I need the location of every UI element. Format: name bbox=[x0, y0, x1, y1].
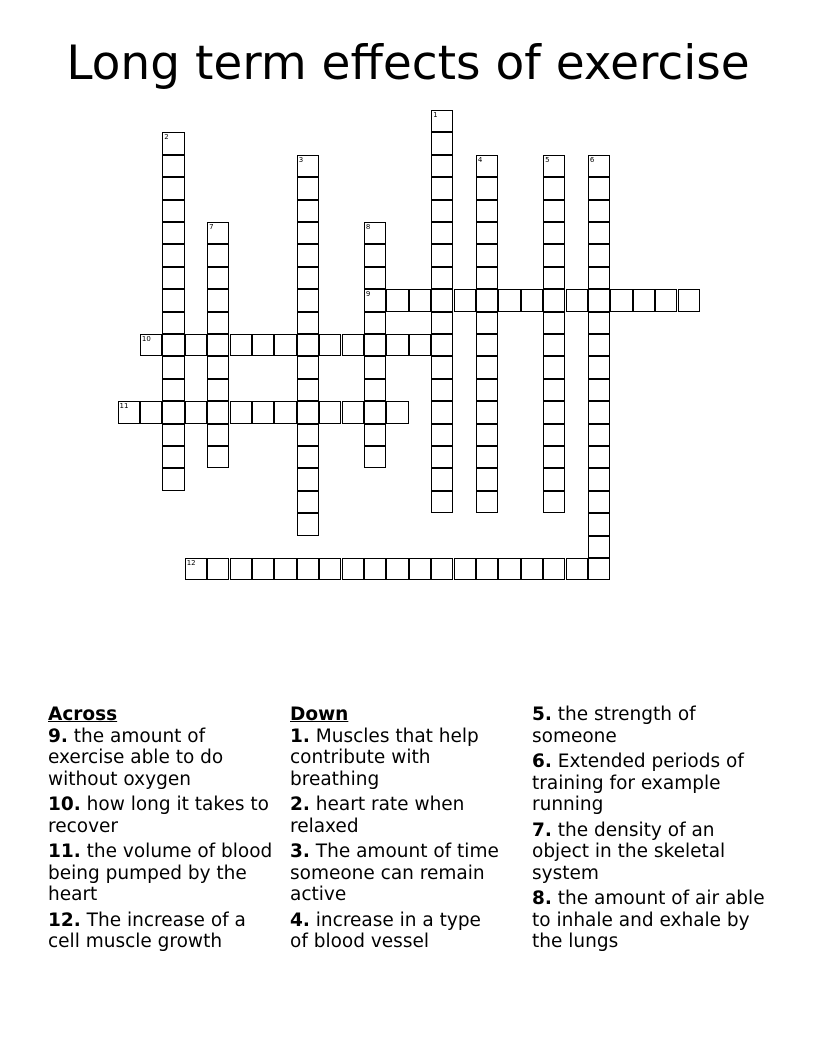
grid-cell[interactable] bbox=[431, 468, 453, 490]
grid-cell[interactable] bbox=[162, 424, 184, 446]
grid-cell[interactable] bbox=[431, 177, 453, 199]
grid-cell[interactable] bbox=[431, 289, 453, 311]
grid-cell[interactable] bbox=[297, 289, 319, 311]
clue-number: 9. bbox=[48, 725, 68, 747]
grid-cell[interactable] bbox=[230, 558, 252, 580]
grid-cell[interactable] bbox=[230, 401, 252, 423]
grid-cell[interactable] bbox=[588, 468, 610, 490]
grid-cell[interactable] bbox=[297, 222, 319, 244]
grid-cell[interactable] bbox=[431, 132, 453, 154]
clue-across-12 bbox=[48, 910, 280, 953]
grid-cell[interactable] bbox=[118, 401, 140, 423]
grid-cell[interactable] bbox=[588, 312, 610, 334]
grid-cell[interactable] bbox=[431, 155, 453, 177]
grid-cell[interactable] bbox=[431, 379, 453, 401]
grid-cell[interactable] bbox=[162, 401, 184, 423]
clue-number-label: 10 bbox=[141, 335, 151, 343]
grid-cell[interactable] bbox=[588, 513, 610, 535]
grid-cell[interactable] bbox=[521, 558, 543, 580]
grid-cell[interactable] bbox=[543, 200, 565, 222]
grid-cell[interactable] bbox=[543, 334, 565, 356]
grid-cell[interactable] bbox=[319, 558, 341, 580]
grid-cell[interactable] bbox=[454, 558, 476, 580]
grid-cell[interactable] bbox=[543, 155, 565, 177]
clue-number-label: 12 bbox=[186, 559, 196, 567]
grid-cell[interactable] bbox=[431, 334, 453, 356]
grid-cell[interactable] bbox=[588, 536, 610, 558]
grid-cell[interactable] bbox=[588, 558, 610, 580]
grid-cell[interactable] bbox=[342, 401, 364, 423]
grid-cell[interactable] bbox=[364, 356, 386, 378]
grid-cell[interactable] bbox=[274, 334, 296, 356]
grid-cell[interactable] bbox=[364, 424, 386, 446]
grid-cell[interactable] bbox=[207, 401, 229, 423]
grid-cell[interactable] bbox=[588, 334, 610, 356]
clue-number: 2. bbox=[290, 794, 310, 815]
grid-cell[interactable] bbox=[162, 312, 184, 334]
grid-cell[interactable] bbox=[454, 289, 476, 311]
grid-cell[interactable] bbox=[364, 267, 386, 289]
grid-cell[interactable] bbox=[207, 379, 229, 401]
grid-cell[interactable] bbox=[476, 424, 498, 446]
clue-number-label: 1 bbox=[433, 111, 438, 119]
grid-cell[interactable] bbox=[476, 244, 498, 266]
grid-cell[interactable] bbox=[162, 468, 184, 490]
grid-cell[interactable] bbox=[162, 267, 184, 289]
clue-down-3 bbox=[290, 841, 502, 906]
clue-number-label: 9 bbox=[365, 290, 371, 299]
grid-cell[interactable] bbox=[543, 468, 565, 490]
grid-cell[interactable] bbox=[364, 558, 386, 580]
grid-cell[interactable] bbox=[588, 446, 610, 468]
grid-cell[interactable] bbox=[185, 401, 207, 423]
grid-cell[interactable] bbox=[588, 289, 610, 311]
grid-cell[interactable] bbox=[543, 401, 565, 423]
grid-cell[interactable] bbox=[566, 558, 588, 580]
grid-cell[interactable] bbox=[319, 401, 341, 423]
clue-number-label: 4 bbox=[477, 155, 483, 164]
grid-cell[interactable] bbox=[230, 334, 252, 356]
grid-cell[interactable] bbox=[162, 334, 184, 356]
clue-number: 10. bbox=[48, 794, 81, 815]
grid-cell[interactable] bbox=[476, 289, 498, 311]
clue-down-4 bbox=[290, 910, 502, 953]
across-clues bbox=[48, 704, 280, 957]
grid-cell[interactable] bbox=[476, 356, 498, 378]
grid-cell[interactable] bbox=[431, 312, 453, 334]
grid-cell[interactable] bbox=[252, 558, 274, 580]
clue-number: 6. bbox=[532, 751, 552, 772]
grid-cell[interactable] bbox=[588, 267, 610, 289]
grid-cell[interactable] bbox=[252, 334, 274, 356]
grid-cell[interactable] bbox=[162, 446, 184, 468]
grid-cell[interactable] bbox=[185, 558, 207, 580]
grid-cell[interactable] bbox=[386, 289, 408, 311]
grid-cell[interactable] bbox=[588, 401, 610, 423]
grid-cell[interactable] bbox=[476, 312, 498, 334]
grid-cell[interactable] bbox=[543, 312, 565, 334]
grid-cell[interactable] bbox=[274, 401, 296, 423]
grid-cell[interactable] bbox=[431, 424, 453, 446]
clue-across-9 bbox=[48, 726, 280, 791]
grid-cell[interactable] bbox=[588, 491, 610, 513]
grid-cell[interactable] bbox=[297, 491, 319, 513]
grid-cell[interactable] bbox=[162, 177, 184, 199]
grid-cell[interactable] bbox=[476, 222, 498, 244]
grid-cell[interactable] bbox=[140, 334, 162, 356]
grid-cell[interactable] bbox=[207, 424, 229, 446]
clue-text: how long it takes to recover bbox=[48, 794, 269, 837]
grid-cell[interactable] bbox=[543, 289, 565, 311]
down-clues bbox=[290, 704, 502, 957]
grid-cell[interactable] bbox=[431, 200, 453, 222]
grid-cell[interactable] bbox=[476, 200, 498, 222]
grid-cell[interactable] bbox=[566, 289, 588, 311]
grid-cell[interactable] bbox=[207, 334, 229, 356]
grid-cell[interactable] bbox=[476, 177, 498, 199]
grid-cell[interactable] bbox=[207, 446, 229, 468]
clue-number-label: 8 bbox=[365, 223, 371, 231]
grid-cell[interactable] bbox=[207, 289, 229, 311]
clue-number: 12. bbox=[48, 909, 81, 931]
clue-number-label: 6 bbox=[589, 155, 595, 164]
clue-down-5 bbox=[532, 704, 768, 747]
grid-cell[interactable] bbox=[297, 155, 319, 177]
grid-cell[interactable] bbox=[207, 356, 229, 378]
clue-text: the amount of exercise able to do without oxygen bbox=[48, 725, 224, 790]
grid-cell[interactable] bbox=[207, 222, 229, 244]
grid-cell[interactable] bbox=[409, 289, 431, 311]
grid-cell[interactable] bbox=[386, 334, 408, 356]
clue-text: Extended periods of training for example running bbox=[532, 751, 744, 815]
across-heading: Across bbox=[48, 704, 118, 725]
clue-number: 11. bbox=[48, 841, 81, 862]
down-clues-continued bbox=[532, 704, 768, 957]
grid-cell[interactable] bbox=[297, 244, 319, 266]
grid-cell[interactable] bbox=[297, 379, 319, 401]
down-heading: Down bbox=[290, 704, 349, 725]
clue-down-7 bbox=[532, 820, 768, 885]
clue-number: 3. bbox=[290, 841, 310, 862]
clue-number: 4. bbox=[290, 909, 310, 931]
grid-cell[interactable] bbox=[431, 558, 453, 580]
grid-cell[interactable] bbox=[588, 177, 610, 199]
grid-cell[interactable] bbox=[297, 312, 319, 334]
grid-cell[interactable] bbox=[610, 289, 632, 311]
grid-cell[interactable] bbox=[297, 200, 319, 222]
grid-cell[interactable] bbox=[364, 379, 386, 401]
grid-cell[interactable] bbox=[364, 312, 386, 334]
grid-cell[interactable] bbox=[521, 289, 543, 311]
grid-cell[interactable] bbox=[386, 401, 408, 423]
grid-cell[interactable] bbox=[476, 446, 498, 468]
grid-cell[interactable] bbox=[207, 558, 229, 580]
grid-cell[interactable] bbox=[364, 222, 386, 244]
grid-cell[interactable] bbox=[588, 155, 610, 177]
grid-cell[interactable] bbox=[543, 244, 565, 266]
clue-number-label: 11 bbox=[119, 402, 129, 411]
grid-cell[interactable] bbox=[476, 491, 498, 513]
grid-cell[interactable] bbox=[431, 356, 453, 378]
clue-text: increase in a type of blood vessel bbox=[290, 909, 481, 952]
grid-cell[interactable] bbox=[431, 110, 453, 132]
grid-cell[interactable] bbox=[543, 491, 565, 513]
grid-cell[interactable] bbox=[476, 267, 498, 289]
clue-text: the density of an object in the skeletal system bbox=[532, 819, 726, 884]
clue-text: The increase of a cell muscle growth bbox=[48, 909, 246, 952]
grid-cell[interactable] bbox=[297, 401, 319, 423]
grid-cell[interactable] bbox=[297, 267, 319, 289]
grid-cell[interactable] bbox=[431, 244, 453, 266]
grid-cell[interactable] bbox=[364, 289, 386, 311]
grid-cell[interactable] bbox=[162, 155, 184, 177]
grid-cell[interactable] bbox=[297, 446, 319, 468]
grid-cell[interactable] bbox=[476, 379, 498, 401]
grid-cell[interactable] bbox=[431, 491, 453, 513]
grid-cell[interactable] bbox=[386, 558, 408, 580]
clue-number: 7. bbox=[532, 819, 552, 841]
grid-cell[interactable] bbox=[297, 513, 319, 535]
grid-cell[interactable] bbox=[364, 401, 386, 423]
grid-cell[interactable] bbox=[431, 446, 453, 468]
clue-number: 1. bbox=[290, 725, 310, 747]
clue-number-label: 7 bbox=[209, 223, 214, 231]
grid-cell[interactable] bbox=[543, 424, 565, 446]
clue-across-11 bbox=[48, 841, 280, 906]
grid-cell[interactable] bbox=[342, 334, 364, 356]
grid-cell[interactable] bbox=[207, 312, 229, 334]
clue-text: Muscles that help contribute with breathing bbox=[290, 725, 479, 790]
grid-cell[interactable] bbox=[297, 424, 319, 446]
grid-cell[interactable] bbox=[476, 155, 498, 177]
grid-cell[interactable] bbox=[342, 558, 364, 580]
clue-across-10 bbox=[48, 794, 280, 837]
grid-cell[interactable] bbox=[588, 424, 610, 446]
clue-number-label: 2 bbox=[164, 133, 169, 142]
grid-cell[interactable] bbox=[297, 356, 319, 378]
grid-cell[interactable] bbox=[162, 222, 184, 244]
clue-down-6 bbox=[532, 751, 768, 816]
clue-text: the volume of blood being pumped by the heart bbox=[48, 841, 273, 905]
grid-cell[interactable] bbox=[297, 177, 319, 199]
grid-cell[interactable] bbox=[364, 334, 386, 356]
grid-cell[interactable] bbox=[162, 356, 184, 378]
grid-cell[interactable] bbox=[431, 222, 453, 244]
grid-cell[interactable] bbox=[588, 244, 610, 266]
clue-text: the strength of someone bbox=[532, 704, 696, 747]
grid-cell[interactable] bbox=[588, 356, 610, 378]
grid-cell[interactable] bbox=[588, 200, 610, 222]
grid-cell[interactable] bbox=[431, 267, 453, 289]
grid-cell[interactable] bbox=[476, 558, 498, 580]
grid-cell[interactable] bbox=[162, 132, 184, 154]
grid-cell[interactable] bbox=[678, 289, 700, 311]
grid-cell[interactable] bbox=[543, 356, 565, 378]
grid-cell[interactable] bbox=[498, 289, 520, 311]
grid-cell[interactable] bbox=[162, 289, 184, 311]
grid-cell[interactable] bbox=[364, 446, 386, 468]
puzzle-title: Long term effects of exercise bbox=[66, 36, 750, 91]
clue-down-2 bbox=[290, 794, 502, 837]
grid-cell[interactable] bbox=[162, 200, 184, 222]
grid-cell[interactable] bbox=[319, 334, 341, 356]
grid-cell[interactable] bbox=[588, 222, 610, 244]
grid-cell[interactable] bbox=[162, 244, 184, 266]
grid-cell[interactable] bbox=[297, 334, 319, 356]
clue-number: 5. bbox=[532, 704, 552, 725]
clue-text: the amount of air able to inhale and exhale by the lungs bbox=[532, 888, 765, 952]
grid-cell[interactable] bbox=[543, 222, 565, 244]
grid-cell[interactable] bbox=[588, 379, 610, 401]
grid-cell[interactable] bbox=[543, 177, 565, 199]
clue-down-1 bbox=[290, 726, 502, 791]
clue-down-8 bbox=[532, 888, 768, 953]
clue-number-label: 3 bbox=[298, 155, 304, 164]
grid-cell[interactable] bbox=[543, 446, 565, 468]
grid-cell[interactable] bbox=[207, 244, 229, 266]
grid-cell[interactable] bbox=[364, 244, 386, 266]
grid-cell[interactable] bbox=[476, 401, 498, 423]
grid-cell[interactable] bbox=[543, 558, 565, 580]
grid-cell[interactable] bbox=[543, 379, 565, 401]
grid-cell[interactable] bbox=[409, 334, 431, 356]
clue-text: The amount of time someone can remain active bbox=[290, 841, 499, 905]
grid-cell[interactable] bbox=[297, 468, 319, 490]
grid-cell[interactable] bbox=[476, 468, 498, 490]
grid-cell[interactable] bbox=[476, 334, 498, 356]
grid-cell[interactable] bbox=[543, 267, 565, 289]
grid-cell[interactable] bbox=[498, 558, 520, 580]
grid-cell[interactable] bbox=[207, 267, 229, 289]
grid-cell[interactable] bbox=[409, 558, 431, 580]
grid-cell[interactable] bbox=[274, 558, 296, 580]
clue-number-label: 5 bbox=[545, 155, 550, 164]
clue-number: 8. bbox=[532, 888, 552, 909]
grid-cell[interactable] bbox=[162, 379, 184, 401]
grid-cell[interactable] bbox=[140, 401, 162, 423]
grid-cell[interactable] bbox=[297, 558, 319, 580]
grid-cell[interactable] bbox=[431, 401, 453, 423]
grid-cell[interactable] bbox=[655, 289, 677, 311]
grid-cell[interactable] bbox=[633, 289, 655, 311]
grid-cell[interactable] bbox=[185, 334, 207, 356]
clue-text: heart rate when relaxed bbox=[290, 794, 465, 837]
grid-cell[interactable] bbox=[252, 401, 274, 423]
